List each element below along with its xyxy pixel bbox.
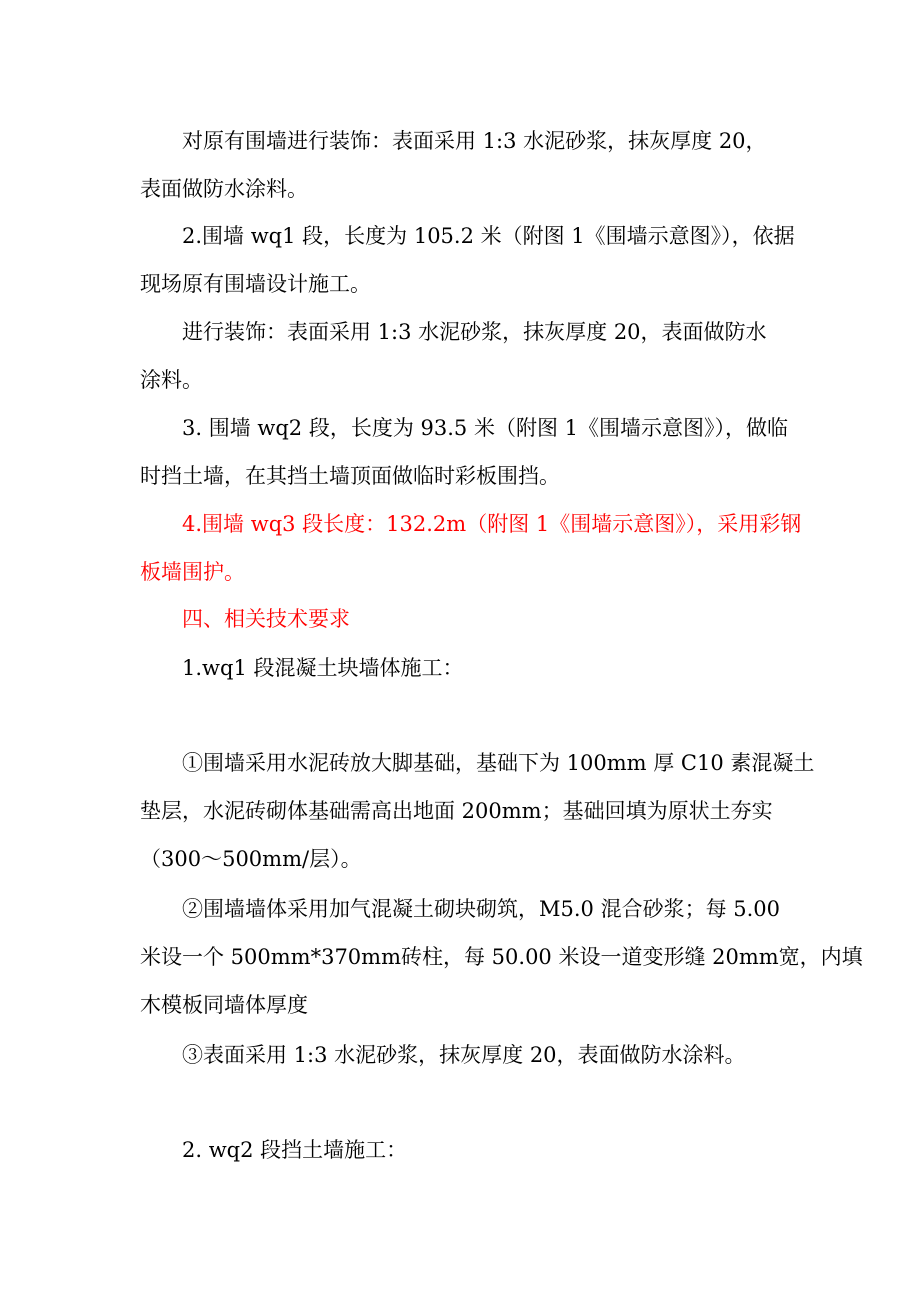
paragraph-item-2-line-2: 现场原有围墙设计施工。 [140, 272, 371, 296]
paragraph-foundation-line-1: ①围墙采用水泥砖放大脚基础，基础下为 100mm 厚 C10 素混凝土 [182, 751, 815, 775]
paragraph-item-4-line-2: 板墙围护。 [140, 560, 245, 584]
subheading-wq1-construction: 1.wq1 段混凝土块墙体施工： [182, 656, 464, 680]
paragraph-intro-line-1: 对原有围墙进行装饰：表面采用 1:3 水泥砂浆，抹灰厚度 20， [182, 129, 767, 153]
paragraph-wall-body-line-3: 木模板同墙体厚度 [140, 993, 308, 1017]
paragraph-item-3-line-1: 3. 围墙 wq2 段，长度为 93.5 米（附图 1《围墙示意图》），做临 [182, 416, 788, 440]
paragraph-surface-finish: ③表面采用 1:3 水泥砂浆，抹灰厚度 20，表面做防水涂料。 [182, 1043, 746, 1067]
paragraph-wall-body-line-2: 米设一个 500mm*370mm砖柱，每 50.00 米设一道变形缝 20mm宽，内填 [140, 945, 863, 969]
paragraph-wall-body-line-1: ②围墙墙体采用加气混凝土砌块砌筑，M5.0 混合砂浆；每 5.00 [182, 897, 781, 921]
paragraph-item-3-line-2: 时挡土墙，在其挡土墙顶面做临时彩板围挡。 [140, 464, 560, 488]
paragraph-item-2-line-1: 2.围墙 wq1 段，长度为 105.2 米（附图 1《围墙示意图》），依据 [182, 224, 795, 248]
item-4-number: 4. [182, 512, 203, 536]
paragraph-foundation-line-3: （300～500mm/层）。 [140, 847, 362, 871]
paragraph-foundation-line-2: 垫层，水泥砖砌体基础需高出地面 200mm；基础回填为原状土夯实 [140, 799, 773, 823]
subheading-wq2-retaining-wall: 2. wq2 段挡土墙施工： [182, 1138, 408, 1162]
paragraph-decoration-line-1: 进行装饰：表面采用 1:3 水泥砂浆，抹灰厚度 20，表面做防水 [182, 320, 767, 344]
paragraph-item-4-line-1 [182, 510, 801, 538]
paragraph-intro-line-2: 表面做防水涂料。 [140, 177, 308, 201]
paragraph-decoration-line-2: 涂料。 [140, 368, 203, 392]
item-4-highlighted-text: 围墙 wq3 段长度：132.2m（附图 1《围墙示意图》），采用彩钢 [202, 512, 802, 536]
section-heading-technical-requirements: 四、相关技术要求 [182, 607, 350, 631]
